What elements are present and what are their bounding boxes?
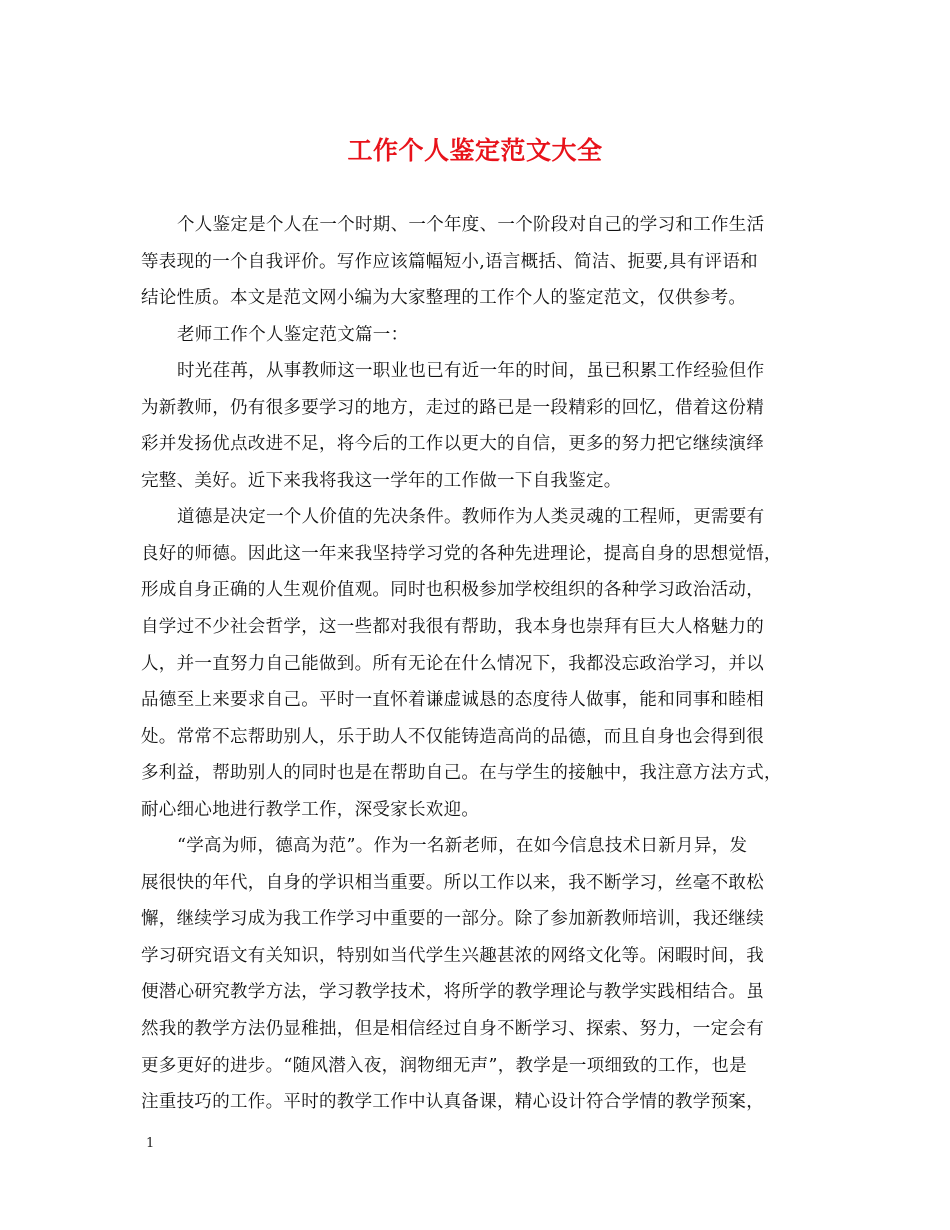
- page-number: 1: [146, 1136, 155, 1151]
- text-line: 完整、美好。近下来我将我这一学年的工作做一下自我鉴定。: [141, 470, 622, 491]
- text-line: 彩并发扬优点改进不足，将今后的工作以更大的自信，更多的努力把它继续演绎: [141, 434, 764, 455]
- text-line: 学习研究语文有关知识，特别如当代学生兴趣甚浓的网络文化等。闲暇时间，我: [141, 945, 764, 966]
- text-line: 形成自身正确的人生观价值观。同时也积极参加学校组织的各种学习政治活动，: [141, 580, 764, 601]
- text-line: 个人鉴定是个人在一个时期、一个年度、一个阶段对自己的学习和工作生活: [177, 215, 765, 235]
- document-title: 工作个人鉴定范文大全: [347, 136, 603, 165]
- text-line: 便潜心研究教学方法，学习教学技术，将所学的教学理论与教学实践相结合。虽: [141, 982, 764, 1003]
- text-line: 人，并一直努力自己能做到。所有无论在什么情况下，我都没忘政治学习，并以: [141, 653, 764, 674]
- text-line: 处。常常不忘帮助别人，乐于助人不仅能铸造高尚的品德，而且自身也会得到很: [141, 726, 764, 747]
- text-line: 展很快的年代，自身的学识相当重要。所以工作以来，我不断学习，丝毫不敢松: [141, 872, 764, 893]
- text-line: 懈，继续学习成为我工作学习中重要的一部分。除了参加新教师培训，我还继续: [141, 909, 764, 930]
- text-line: 品德至上来要求自己。平时一直怀着谦虚诚恳的态度待人做事，能和同事和睦相: [141, 690, 764, 711]
- text-line: 时光荏苒，从事教师这一职业也已有近一年的时间，虽已积累工作经验但作: [177, 361, 765, 382]
- document-body: [141, 207, 811, 1121]
- text-line: 等表现的一个自我评价。写作应该篇幅短小,语言概括、简洁、扼要,具有评语和: [141, 251, 758, 272]
- text-line: 然我的教学方法仍显稚拙，但是相信经过自身不断学习、探索、努力，一定会有: [141, 1019, 764, 1040]
- text-line: 注重技巧的工作。平时的教学工作中认真备课，精心设计符合学情的教学预案，: [141, 1092, 764, 1113]
- text-line: 为新教师，仍有很多要学习的地方，走过的路已是一段精彩的回忆，借着这份精: [141, 397, 764, 418]
- text-line: 更多更好的进步。“随风潜入夜，润物细无声”，教学是一项细致的工作，也是: [141, 1055, 747, 1076]
- section-heading: 老师工作个人鉴定范文篇一：: [177, 324, 409, 345]
- text-line: 多利益，帮助别人的同时也是在帮助自己。在与学生的接触中，我注意方法方式，: [141, 763, 782, 784]
- text-line: 耐心细心地进行教学工作，深受家长欢迎。: [141, 799, 480, 820]
- text-line: 良好的师德。因此这一年来我坚持学习党的各种先进理论，提高自身的思想觉悟，: [141, 543, 782, 564]
- text-line: 结论性质。本文是范文网小编为大家整理的工作个人的鉴定范文，仅供参考。: [141, 288, 747, 309]
- text-line: 道德是决定一个人价值的先决条件。教师作为人类灵魂的工程师，更需要有: [177, 507, 765, 528]
- text-line: “学高为师，德高为范”。作为一名新老师，在如今信息技术日新月异，发: [177, 836, 748, 857]
- text-line: 自学过不少社会哲学，这一些都对我很有帮助，我本身也崇拜有巨大人格魅力的: [141, 617, 764, 638]
